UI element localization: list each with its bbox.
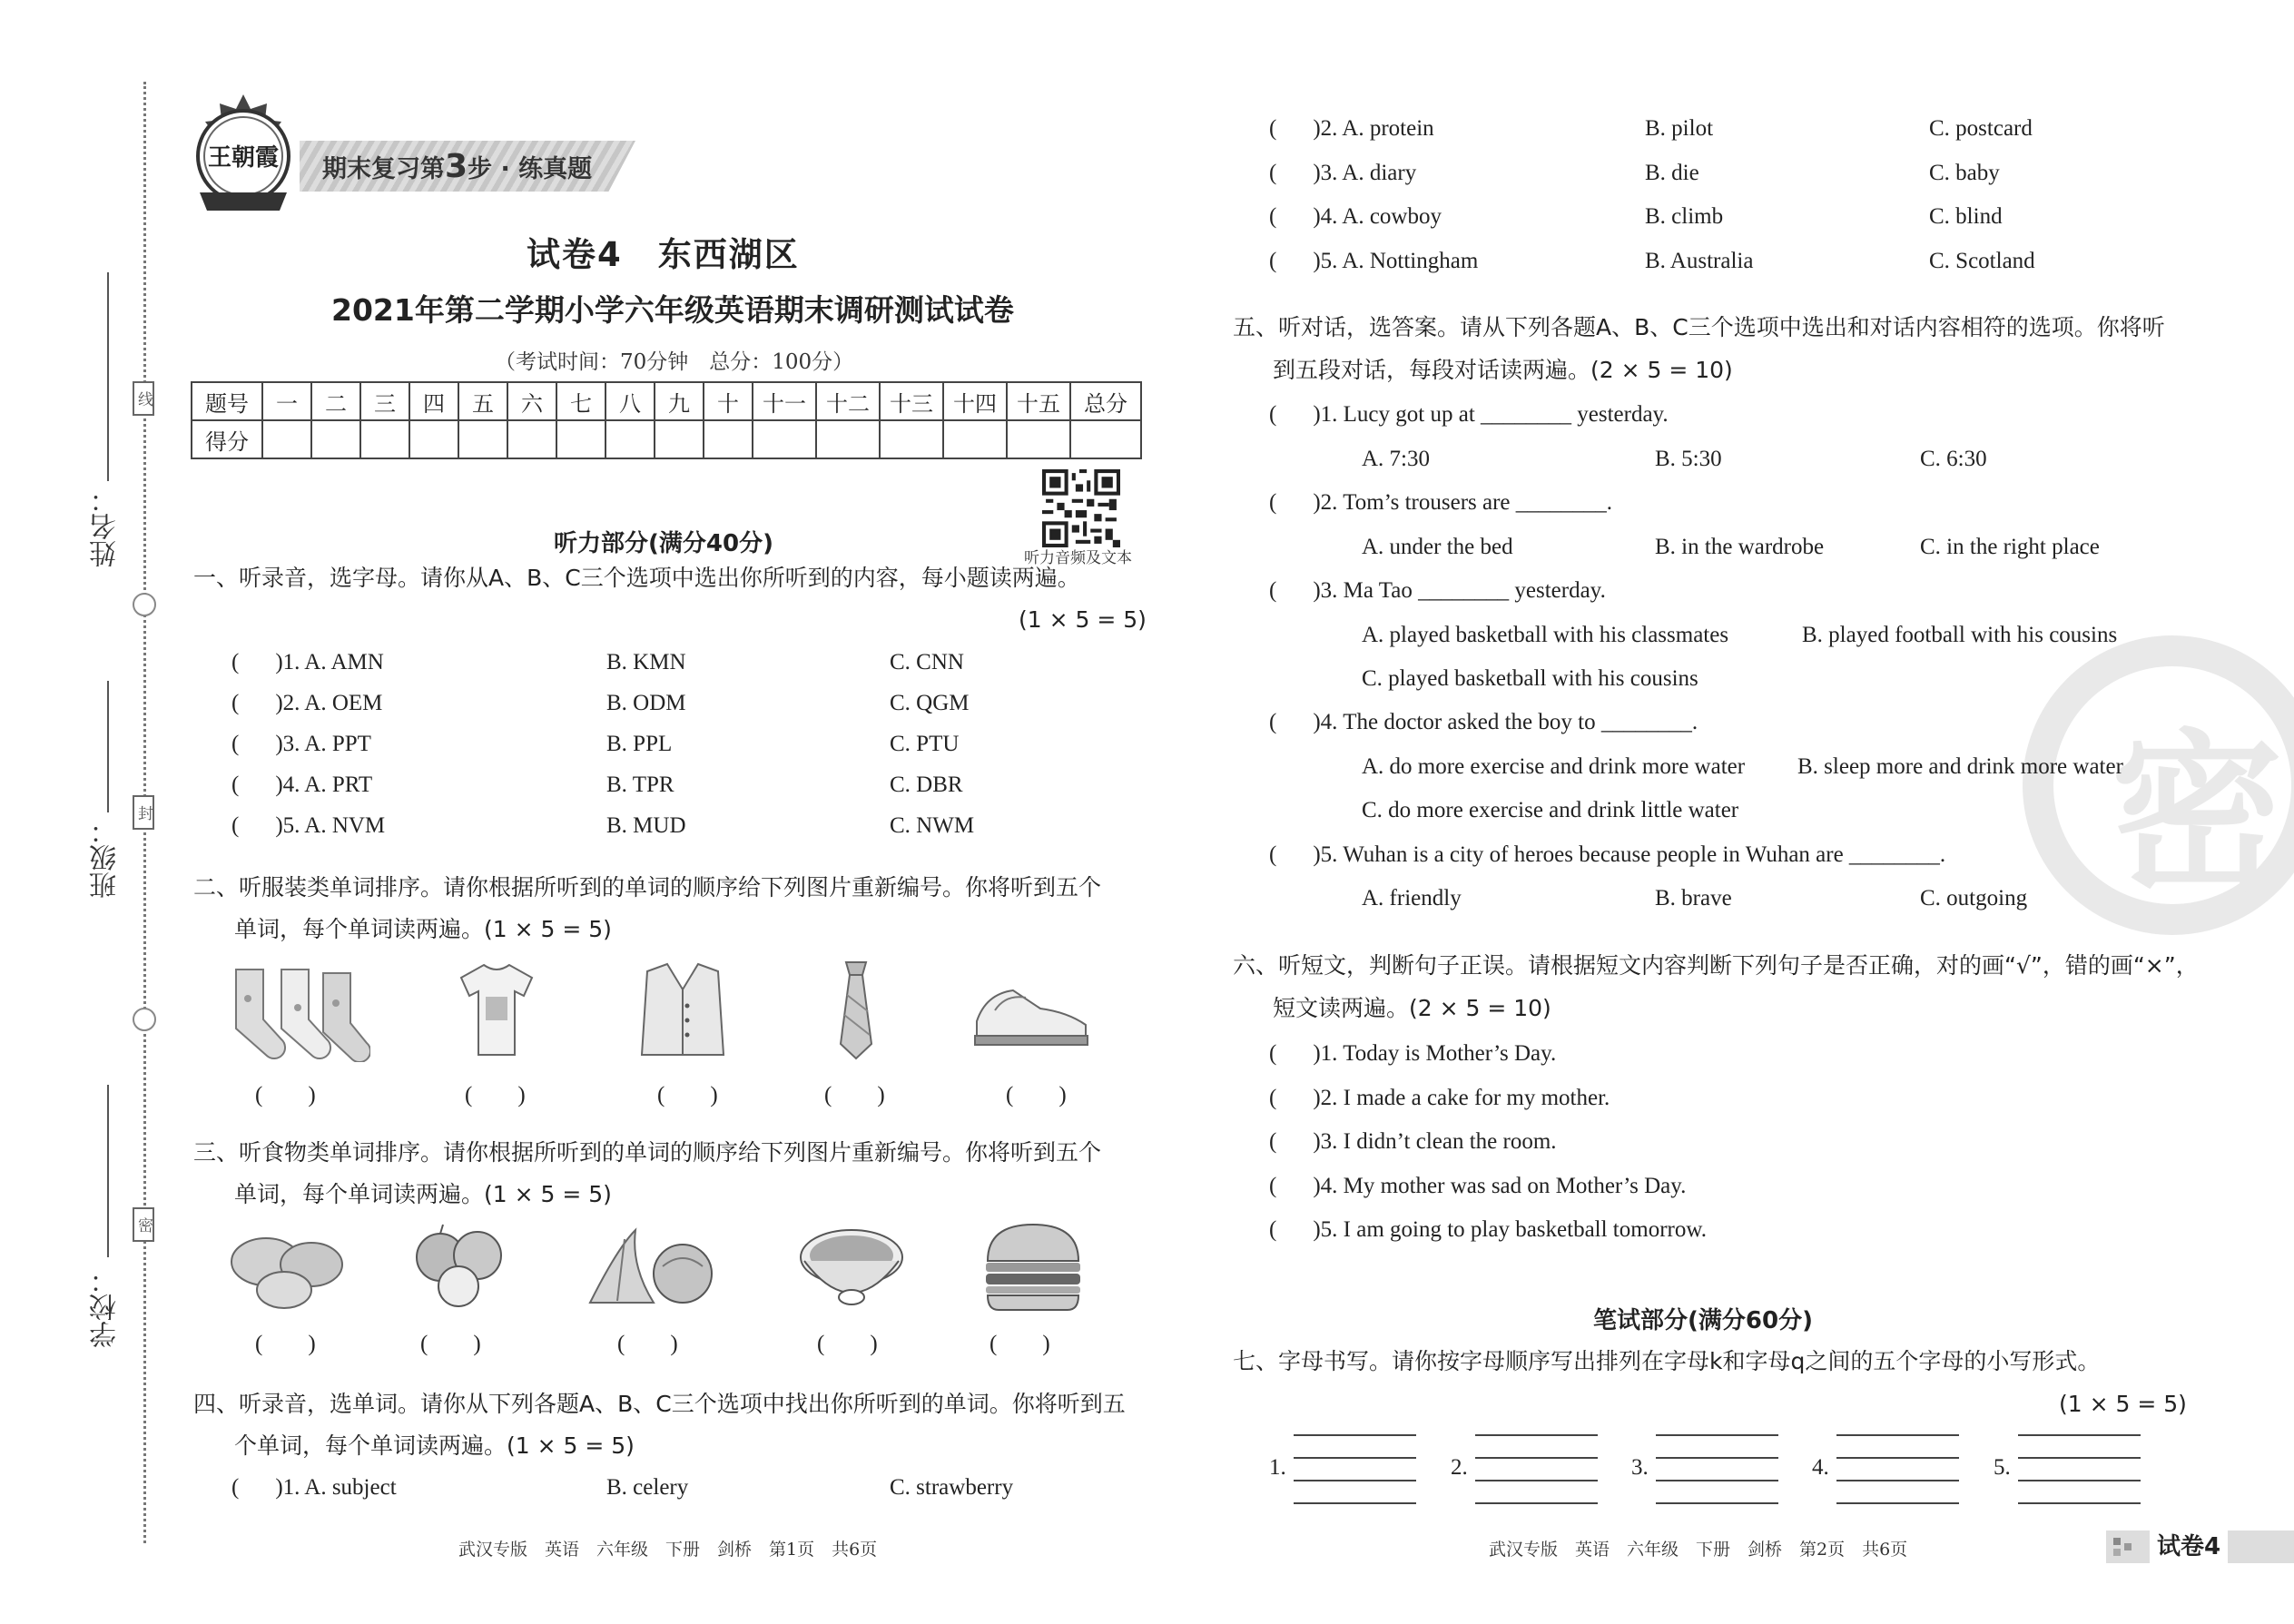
name-label: 姓名： [90, 486, 122, 567]
writing-line [1475, 1457, 1598, 1459]
answer-blank[interactable]: ( [1269, 842, 1277, 867]
option-c: C. baby [1929, 161, 2000, 185]
score-table-header: 题号 [192, 382, 262, 420]
list-item: ( )4. A. PRT [231, 773, 373, 797]
answer-blank[interactable]: ( ) [465, 1083, 526, 1107]
score-table-header: 得分 [192, 420, 262, 458]
list-item: ( )2. I made a cake for my mother. [1269, 1086, 1610, 1110]
list-item: ( )5. I am going to play basketball tomorrow. [1269, 1217, 1708, 1242]
score-col: 五 [458, 382, 507, 420]
section-3-instruction-2: 单词，每个单词读两遍。(1 × 5 = 5) [234, 1181, 612, 1207]
list-item: ( )1. A. AMN [231, 650, 384, 674]
answer-blank[interactable]: ( [1269, 1217, 1277, 1242]
score-col: 三 [360, 382, 409, 420]
class-label: 班级： [90, 817, 122, 899]
score-col: 十一 [753, 382, 816, 420]
score-col: 十五 [1007, 382, 1070, 420]
answer-blank[interactable]: ( ) [255, 1083, 316, 1107]
answer-blank[interactable]: ( [231, 691, 240, 715]
apples-icon [409, 1221, 508, 1312]
watermark-char: 密 [2111, 714, 2284, 915]
tag-dot [2113, 1549, 2121, 1556]
score-col: 十二 [816, 382, 880, 420]
answer-line[interactable] [1475, 1480, 1598, 1481]
question-2: ( )2. Tom’s trousers are ________. [1269, 490, 1613, 515]
seal-mark-line: 线 [133, 381, 154, 416]
score-cell[interactable] [458, 420, 507, 458]
writing-line [1294, 1502, 1416, 1504]
qr-code-icon[interactable] [1042, 469, 1120, 547]
answer-blank[interactable]: ( [1269, 116, 1277, 141]
answer-line[interactable] [1836, 1480, 1959, 1481]
listening-title: 听力部分(满分40分) [554, 530, 773, 557]
score-cell[interactable] [556, 420, 605, 458]
section-1-score: (1 × 5 = 5) [1019, 606, 1147, 633]
writing-line [2018, 1457, 2141, 1459]
answer-blank[interactable]: ( ) [824, 1083, 885, 1107]
score-cell[interactable] [753, 420, 816, 458]
answer-blank[interactable]: ( [1269, 1041, 1277, 1066]
option-c: C. played basketball with his cousins [1362, 666, 1698, 691]
writing-line [1656, 1457, 1778, 1459]
section-7-score: (1 × 5 = 5) [2059, 1391, 2187, 1417]
answer-blank[interactable]: ( ) [657, 1083, 718, 1107]
answer-blank[interactable]: ( [1269, 490, 1277, 515]
school-label: 学校： [90, 1266, 122, 1348]
answer-blank[interactable]: ( [1269, 1174, 1277, 1198]
writing-line [1656, 1502, 1778, 1504]
t-shirt-icon [458, 960, 536, 1060]
question-3: ( )3. Ma Tao ________ yesterday. [1269, 578, 1606, 603]
list-item: ( )2. A. OEM [231, 691, 383, 715]
potatoes-icon [225, 1230, 348, 1312]
option-c: C. do more exercise and drink little water [1362, 798, 1739, 822]
vegetables-icon [581, 1221, 717, 1312]
answer-blank[interactable]: ( ) [420, 1332, 481, 1356]
answer-blank[interactable]: ( [1269, 249, 1277, 273]
exam-title: 2021年第二学期小学六年级英语期末调研测试试卷 [331, 292, 1014, 328]
binding-margin [0, 0, 182, 1624]
answer-blank[interactable]: ( [1269, 204, 1277, 229]
option-b: B. played football with his cousins [1802, 623, 2118, 647]
option-b: B. die [1645, 161, 1699, 185]
option-b: B. Australia [1645, 249, 1754, 273]
score-col: 总分 [1070, 382, 1141, 420]
answer-line[interactable] [2018, 1480, 2141, 1481]
blank-label: 1. [1269, 1455, 1286, 1480]
section-7-instruction: 七、字母书写。请你按字母顺序写出排列在字母k和字母q之间的五个字母的小写形式。 [1233, 1348, 2101, 1374]
option-c: C. strawberry [890, 1475, 1014, 1500]
footer-left: 武汉专版 英语 六年级 下册 剑桥 第1页 共6页 [458, 1540, 878, 1560]
section-2-instruction-2: 单词，每个单词读两遍。(1 × 5 = 5) [234, 916, 612, 942]
binding-knot-icon [133, 1008, 156, 1031]
option-a: A. played basketball with his classmates [1362, 623, 1729, 647]
section-5-instruction-2: 到五段对话，每段对话读两遍。(2 × 5 = 10) [1273, 357, 1733, 383]
score-cell[interactable] [943, 420, 1007, 458]
question-1: ( )1. Lucy got up at ________ yesterday. [1269, 402, 1669, 427]
svg-text:王朝霞: 王朝霞 [207, 144, 280, 172]
tag-dot [2113, 1538, 2121, 1545]
step-banner: 期末复习第3步 · 练真题 [322, 148, 593, 185]
option-b: B. KMN [606, 650, 686, 674]
blank-label: 2. [1451, 1455, 1468, 1480]
answer-blank[interactable]: ( [231, 813, 240, 838]
score-col: 九 [655, 382, 704, 420]
answer-blank[interactable]: ( [231, 1475, 240, 1500]
option-b: B. ODM [606, 691, 686, 715]
writing-line [2018, 1434, 2141, 1436]
answer-blank[interactable]: ( ) [989, 1332, 1050, 1356]
score-col: 八 [605, 382, 655, 420]
writing-line [1836, 1457, 1959, 1459]
answer-line[interactable] [1656, 1480, 1778, 1481]
option-c: C. postcard [1929, 116, 2033, 141]
option-c: C. CNN [890, 650, 964, 674]
writing-line [1475, 1502, 1598, 1504]
answer-blank[interactable]: ( [231, 650, 240, 674]
option-a: A. under the bed [1362, 535, 1513, 559]
section-3-instruction: 三、听食物类单词排序。请你根据所听到的单词的顺序给下列图片重新编号。你将听到五个 [193, 1139, 1102, 1166]
school-field[interactable] [107, 1085, 109, 1257]
answer-blank[interactable]: ( ) [617, 1332, 678, 1356]
score-col: 十四 [943, 382, 1007, 420]
cardigan-icon [640, 960, 726, 1062]
option-b: B. in the wardrobe [1655, 535, 1825, 559]
writing-line [1475, 1434, 1598, 1436]
question-4: ( )4. The doctor asked the boy to ________. [1269, 710, 1698, 734]
score-cell[interactable] [1007, 420, 1070, 458]
option-a: A. 7:30 [1362, 447, 1430, 471]
section-6-instruction-2: 短文读两遍。(2 × 5 = 10) [1273, 995, 1551, 1021]
footer-right: 武汉专版 英语 六年级 下册 剑桥 第2页 共6页 [1489, 1540, 1908, 1560]
writing-line [2018, 1502, 2141, 1504]
score-cell[interactable] [605, 420, 655, 458]
answer-blank[interactable]: ( [1269, 710, 1277, 734]
answer-blank[interactable]: ( [1269, 161, 1277, 185]
score-cell[interactable] [816, 420, 880, 458]
tag-dot [2124, 1543, 2132, 1550]
blank-label: 4. [1812, 1455, 1829, 1480]
list-item: ( )5. A. Nottingham [1269, 249, 1479, 273]
score-col: 六 [507, 382, 556, 420]
answer-blank[interactable]: ( [1269, 1129, 1277, 1154]
option-a: A. do more exercise and drink more water [1362, 754, 1746, 779]
score-table-row [192, 420, 1141, 458]
seal-mark-secret: 密 [133, 1207, 154, 1242]
answer-blank[interactable]: ( ) [255, 1332, 316, 1356]
score-col: 一 [262, 382, 311, 420]
writing-line [1294, 1457, 1416, 1459]
blank-label: 5. [1994, 1455, 2011, 1480]
answer-blank[interactable]: ( ) [1006, 1083, 1067, 1107]
option-c: C. 6:30 [1920, 447, 1987, 471]
score-col: 十三 [880, 382, 943, 420]
option-a: A. friendly [1362, 886, 1462, 910]
option-c: C. Scotland [1929, 249, 2035, 273]
section-1-instruction: 一、听录音，选字母。请你从A、B、C三个选项中选出你所听到的内容，每小题读两遍。 [193, 565, 1080, 591]
list-item: ( )1. A. subject [231, 1475, 397, 1500]
paper-tag: 试卷4 [2150, 1530, 2228, 1563]
answer-blank[interactable]: ( [1269, 1086, 1277, 1110]
writing-line [1836, 1502, 1959, 1504]
list-item: ( )3. I didn’t clean the room. [1269, 1129, 1557, 1154]
blank-label: 3. [1631, 1455, 1649, 1480]
paper-title: 试卷4 东西湖区 [527, 235, 800, 274]
seal-mark-seal: 封 [133, 795, 154, 830]
score-col: 二 [311, 382, 360, 420]
sneakers-icon [971, 976, 1094, 1058]
answer-blank[interactable]: ( [231, 773, 240, 797]
writing-line [1294, 1434, 1416, 1436]
score-table-row [192, 382, 1141, 420]
option-c: C. NWM [890, 813, 975, 838]
score-cell[interactable] [507, 420, 556, 458]
option-b: B. 5:30 [1655, 447, 1722, 471]
written-title: 笔试部分(满分60分) [1593, 1307, 1813, 1334]
section-4-instruction-2: 个单词，每个单词读两遍。(1 × 5 = 5) [234, 1432, 635, 1459]
score-col: 四 [409, 382, 458, 420]
writing-line [1836, 1434, 1959, 1436]
score-col: 十 [704, 382, 753, 420]
answer-blank[interactable]: ( [1269, 578, 1277, 603]
option-b: B. brave [1655, 886, 1732, 910]
option-c: C. QGM [890, 691, 970, 715]
option-b: B. PPL [606, 732, 673, 756]
list-item: ( )1. Today is Mother’s Day. [1269, 1041, 1557, 1066]
option-b: B. sleep more and drink more water [1797, 754, 2123, 779]
score-cell[interactable] [311, 420, 360, 458]
list-item: ( )5. A. NVM [231, 813, 386, 838]
option-b: B. pilot [1645, 116, 1714, 141]
option-c: C. DBR [890, 773, 963, 797]
list-item: ( )3. A. diary [1269, 161, 1417, 185]
answer-blank[interactable]: ( ) [817, 1332, 878, 1356]
score-cell[interactable] [409, 420, 458, 458]
class-field[interactable] [107, 681, 109, 812]
list-item: ( )3. A. PPT [231, 732, 371, 756]
list-item: ( )4. My mother was sad on Mother’s Day. [1269, 1174, 1687, 1198]
option-b: B. MUD [606, 813, 686, 838]
section-4-instruction: 四、听录音，选单词。请你从下列各题A、B、C三个选项中找出你所听到的单词。你将听到五 [193, 1391, 1126, 1417]
answer-blank[interactable]: ( [1269, 402, 1277, 427]
socks-icon [225, 962, 370, 1062]
binding-knot-icon [133, 593, 156, 616]
answer-blank[interactable]: ( [231, 732, 240, 756]
score-cell[interactable] [880, 420, 943, 458]
question-5: ( )5. Wuhan is a city of heroes because people in Wuhan are ________. [1269, 842, 1946, 867]
qr-caption: 听力音频及文本 [1024, 549, 1132, 567]
score-cell[interactable] [262, 420, 311, 458]
score-table [191, 381, 1142, 459]
score-cell[interactable] [1070, 420, 1141, 458]
option-c: C. PTU [890, 732, 960, 756]
score-col: 七 [556, 382, 605, 420]
hamburger-icon [980, 1219, 1085, 1314]
score-cell[interactable] [360, 420, 409, 458]
score-cell[interactable] [704, 420, 753, 458]
list-item: ( )4. A. cowboy [1269, 204, 1442, 229]
section-2-instruction: 二、听服装类单词排序。请你根据所听到的单词的顺序给下列图片重新编号。你将听到五个 [193, 874, 1102, 901]
section-5-instruction: 五、听对话，选答案。请从下列各题A、B、C三个选项中选出和对话内容相符的选项。你将听 [1233, 314, 2165, 340]
answer-line[interactable] [1294, 1480, 1416, 1481]
option-c: C. in the right place [1920, 535, 2100, 559]
section-6-instruction: 六、听短文，判断句子正误。请根据短文内容判断下列句子是否正确，对的画“√”，错的画“×”， [1233, 952, 2199, 979]
option-b: B. TPR [606, 773, 674, 797]
list-item: ( )2. A. protein [1269, 116, 1434, 141]
tie-icon [833, 959, 879, 1064]
option-b: B. climb [1645, 204, 1724, 229]
option-c: C. outgoing [1920, 886, 2028, 910]
score-cell[interactable] [655, 420, 704, 458]
exam-info: （考试时间：70分钟 总分：100分） [495, 350, 854, 374]
noodle-bowl-icon [797, 1221, 906, 1312]
brand-logo [180, 91, 307, 227]
name-field[interactable] [107, 272, 109, 481]
writing-line [1656, 1434, 1778, 1436]
option-c: C. blind [1929, 204, 2003, 229]
option-b: B. celery [606, 1475, 689, 1500]
